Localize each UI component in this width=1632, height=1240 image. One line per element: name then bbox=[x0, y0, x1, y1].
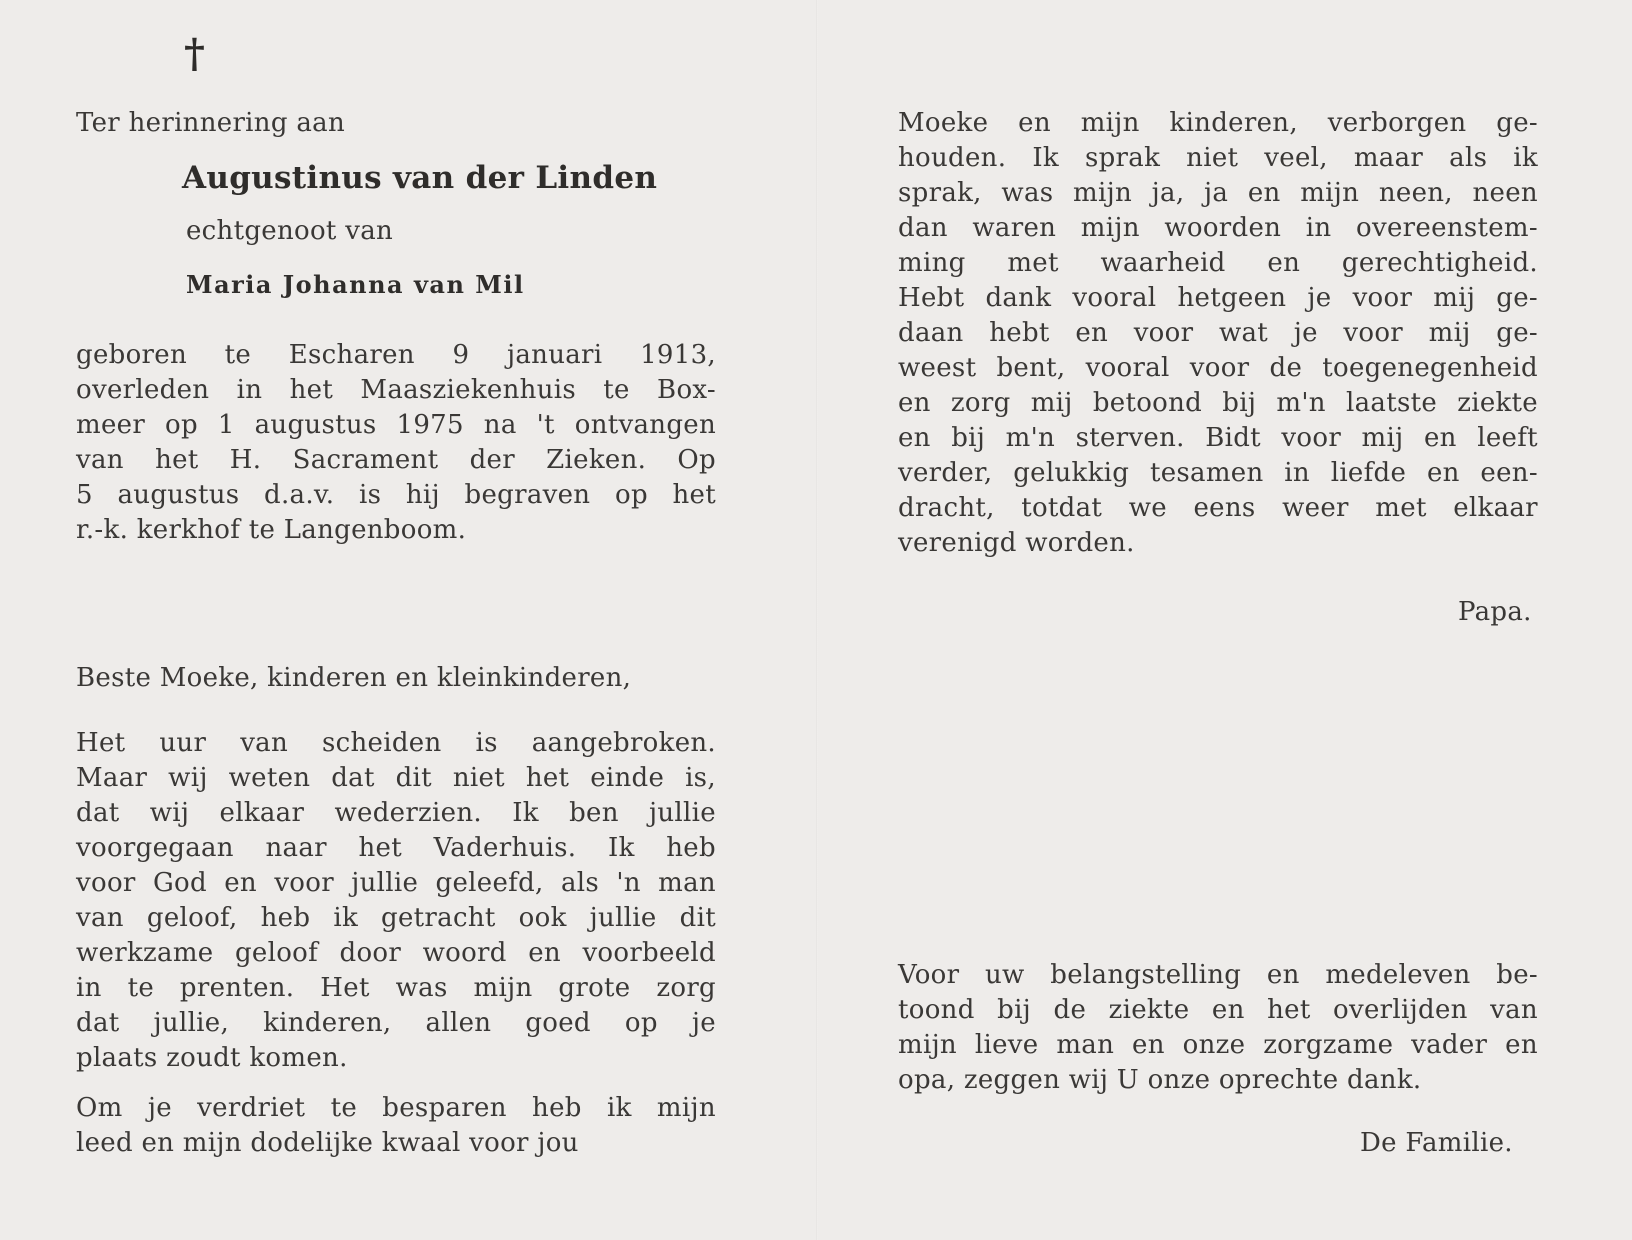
text-line bbox=[76, 971, 716, 1006]
word: verdriet bbox=[197, 1093, 306, 1123]
word: het bbox=[1267, 995, 1311, 1025]
word: leeft bbox=[1477, 423, 1538, 453]
text-line bbox=[76, 338, 716, 373]
word: ja bbox=[1204, 178, 1229, 208]
word: neen, bbox=[1378, 178, 1453, 208]
word: voor bbox=[274, 868, 334, 898]
word: grote bbox=[558, 973, 631, 1003]
word: het bbox=[525, 763, 570, 793]
word: mijn bbox=[1300, 178, 1360, 208]
signature-papa: Papa. bbox=[1458, 597, 1532, 627]
word: mijn bbox=[1080, 108, 1140, 138]
word: uur bbox=[159, 728, 207, 758]
word: zorgzame bbox=[1263, 1030, 1394, 1060]
word: voor bbox=[1281, 423, 1342, 453]
deceased-name: Augustinus van der Linden bbox=[182, 160, 658, 196]
word: sprak, bbox=[898, 178, 982, 208]
word: en bbox=[1211, 995, 1245, 1025]
word: en bbox=[1247, 178, 1281, 208]
word: dank bbox=[985, 283, 1052, 313]
word: meer bbox=[76, 410, 146, 440]
text-line bbox=[76, 726, 716, 761]
cross-icon: † bbox=[184, 30, 205, 77]
word: laatste bbox=[1345, 388, 1438, 418]
text-line bbox=[76, 866, 716, 901]
word: van bbox=[240, 728, 289, 758]
text-line bbox=[76, 761, 716, 796]
word: van bbox=[76, 903, 124, 933]
word: geloof, bbox=[146, 903, 238, 933]
word: Vaderhuis. bbox=[433, 833, 577, 863]
word: dracht, bbox=[898, 493, 995, 523]
word: liefde bbox=[1330, 458, 1407, 488]
word: ben bbox=[569, 798, 619, 828]
word: voorbeeld bbox=[582, 938, 716, 968]
word: overleden bbox=[76, 375, 210, 405]
text-line bbox=[898, 491, 1538, 526]
word: d.a.v. bbox=[264, 480, 335, 510]
word: overlijden bbox=[1333, 995, 1468, 1025]
text-line bbox=[898, 993, 1538, 1028]
word: gerechtigheid. bbox=[1341, 248, 1538, 278]
word: voorgegaan bbox=[76, 833, 234, 863]
word: dat bbox=[76, 798, 120, 828]
word: scheiden bbox=[322, 728, 442, 758]
word: dit bbox=[395, 763, 432, 793]
word: in bbox=[76, 973, 102, 1003]
word: vader bbox=[1411, 1030, 1488, 1060]
signature-family: De Familie. bbox=[1360, 1128, 1513, 1158]
word: mij bbox=[1030, 388, 1073, 418]
word: 1 bbox=[217, 410, 235, 440]
text-line bbox=[898, 386, 1538, 421]
word: de bbox=[1269, 353, 1303, 383]
word: hetgeen bbox=[1177, 283, 1287, 313]
word: ziekte bbox=[1108, 995, 1190, 1025]
word: ik bbox=[606, 1093, 632, 1123]
word: vooral bbox=[1072, 283, 1157, 313]
word: te bbox=[224, 340, 252, 370]
text-line bbox=[898, 958, 1538, 993]
word: voor bbox=[76, 868, 136, 898]
word: geleefd, bbox=[435, 868, 544, 898]
word: verder, bbox=[898, 458, 993, 488]
text-line bbox=[76, 373, 716, 408]
word: je bbox=[691, 1008, 716, 1038]
word: waarheid bbox=[1100, 248, 1226, 278]
word: Ik bbox=[512, 798, 539, 828]
word: in bbox=[236, 375, 263, 405]
word: totdat bbox=[1021, 493, 1103, 523]
text-line bbox=[898, 316, 1538, 351]
word: werkzame bbox=[76, 938, 214, 968]
word: jullie, bbox=[153, 1008, 230, 1038]
word: ook bbox=[518, 903, 567, 933]
text-line bbox=[898, 246, 1538, 281]
word: allen bbox=[425, 1008, 492, 1038]
word: ge- bbox=[1496, 318, 1538, 348]
word: heb bbox=[532, 1093, 582, 1123]
text-line bbox=[76, 936, 716, 971]
word: heb bbox=[260, 903, 311, 933]
word: Het bbox=[76, 728, 126, 758]
word: mijn bbox=[1080, 213, 1140, 243]
word: ziekte bbox=[1457, 388, 1538, 418]
word: de bbox=[1053, 995, 1087, 1025]
text-line bbox=[76, 478, 716, 513]
word: is, bbox=[685, 763, 716, 793]
word: sterven. bbox=[1075, 423, 1185, 453]
word: mij bbox=[1428, 318, 1471, 348]
word: ik bbox=[333, 903, 359, 933]
text-line bbox=[898, 106, 1538, 141]
word: het bbox=[155, 445, 199, 475]
word: lieve bbox=[974, 1030, 1039, 1060]
word: van bbox=[76, 445, 124, 475]
word: belangstelling bbox=[1050, 960, 1242, 990]
text-line: verenigd worden. bbox=[898, 528, 1135, 558]
word: vooral bbox=[1085, 353, 1170, 383]
text-line: plaats zoudt komen. bbox=[76, 1043, 348, 1073]
word: dat bbox=[76, 1008, 120, 1038]
word: wederzien. bbox=[334, 798, 482, 828]
word: en bbox=[528, 938, 561, 968]
word: ik bbox=[1513, 143, 1538, 173]
word: Ik bbox=[1032, 143, 1059, 173]
word: voor bbox=[1352, 283, 1413, 313]
word: met bbox=[1375, 493, 1427, 523]
word: op bbox=[614, 480, 648, 510]
word: geboren bbox=[76, 340, 187, 370]
text-line bbox=[898, 141, 1538, 176]
word: kinderen, bbox=[263, 1008, 392, 1038]
word: mijn bbox=[1073, 178, 1133, 208]
word: het bbox=[289, 375, 334, 405]
word: jullie bbox=[351, 868, 419, 898]
word: Op bbox=[677, 445, 716, 475]
word: ontvangen bbox=[574, 410, 716, 440]
word: voor bbox=[1343, 318, 1404, 348]
word: is bbox=[475, 728, 498, 758]
text-line: opa, zeggen wij U onze oprechte dank. bbox=[898, 1065, 1422, 1095]
text-line bbox=[76, 831, 716, 866]
word: Box- bbox=[657, 375, 716, 405]
word: weer bbox=[1282, 493, 1349, 523]
word: en bbox=[898, 423, 931, 453]
word: in bbox=[1305, 213, 1332, 243]
word: hebt bbox=[989, 318, 1050, 348]
word: voor bbox=[1189, 353, 1250, 383]
word: hij bbox=[405, 480, 440, 510]
word: maar bbox=[1353, 143, 1424, 173]
word: 't bbox=[536, 410, 555, 440]
word: ge- bbox=[1496, 108, 1538, 138]
word: bent, bbox=[996, 353, 1066, 383]
word: augustus bbox=[254, 410, 377, 440]
word: dat bbox=[331, 763, 375, 793]
word: bij bbox=[997, 995, 1032, 1025]
word: te bbox=[330, 1093, 358, 1123]
word: mij bbox=[1361, 423, 1404, 453]
word: op bbox=[624, 1008, 658, 1038]
word: is bbox=[358, 480, 382, 510]
word: door bbox=[339, 938, 402, 968]
word: was bbox=[395, 973, 448, 1003]
word: Sacrament bbox=[292, 445, 439, 475]
text-line bbox=[898, 211, 1538, 246]
text-line bbox=[76, 408, 716, 443]
word: wij bbox=[168, 763, 208, 793]
word: mijn bbox=[656, 1093, 716, 1123]
word: augustus bbox=[117, 480, 240, 510]
word: je bbox=[1307, 283, 1332, 313]
word: en bbox=[224, 868, 257, 898]
word: Maasziekenhuis bbox=[360, 375, 576, 405]
word: aangebroken. bbox=[531, 728, 716, 758]
word: voor bbox=[1133, 318, 1194, 348]
word: dit bbox=[679, 903, 716, 933]
text-line bbox=[898, 1028, 1538, 1063]
word: bij bbox=[951, 423, 986, 453]
word: be- bbox=[1496, 960, 1538, 990]
word: en bbox=[1075, 318, 1109, 348]
text-line bbox=[898, 281, 1538, 316]
word: Escharen bbox=[288, 340, 415, 370]
word: daan bbox=[898, 318, 964, 348]
word: goed bbox=[525, 1008, 591, 1038]
word: wij bbox=[149, 798, 190, 828]
text-line bbox=[76, 1006, 716, 1041]
word: met bbox=[1007, 248, 1059, 278]
word: ming bbox=[898, 248, 966, 278]
word: elkaar bbox=[219, 798, 305, 828]
word: en bbox=[1267, 248, 1301, 278]
text-line bbox=[898, 456, 1538, 491]
word: Maar bbox=[76, 763, 148, 793]
word: was bbox=[1001, 178, 1054, 208]
word: Ik bbox=[608, 833, 635, 863]
word: Zieken. bbox=[546, 445, 647, 475]
text-line: r.-k. kerkhof te Langenboom. bbox=[76, 515, 467, 545]
word: mij bbox=[1433, 283, 1476, 313]
word: Voor bbox=[898, 960, 960, 990]
word: als bbox=[560, 868, 599, 898]
word: sprak bbox=[1084, 143, 1161, 173]
word: te bbox=[127, 973, 155, 1003]
word: in bbox=[1284, 458, 1310, 488]
word: op bbox=[165, 410, 198, 440]
text-line bbox=[76, 796, 716, 831]
word: houden. bbox=[898, 143, 1007, 173]
word: uw bbox=[985, 960, 1025, 990]
word: na bbox=[483, 410, 517, 440]
word: jullie bbox=[649, 798, 716, 828]
word: ge- bbox=[1496, 283, 1538, 313]
word: 1913, bbox=[640, 340, 716, 370]
word: je bbox=[1293, 318, 1318, 348]
word: het bbox=[672, 480, 716, 510]
word: 5 bbox=[76, 480, 93, 510]
word: niet bbox=[452, 763, 505, 793]
word: een- bbox=[1480, 458, 1538, 488]
word: woord bbox=[422, 938, 507, 968]
text-line bbox=[898, 421, 1538, 456]
word: zorg bbox=[656, 973, 716, 1003]
intro-text: Ter herinnering aan bbox=[76, 108, 346, 138]
word: en bbox=[898, 388, 931, 418]
word: onze bbox=[1182, 1030, 1246, 1060]
word: betoond bbox=[1092, 388, 1203, 418]
word: getracht bbox=[381, 903, 496, 933]
word: veel, bbox=[1264, 143, 1328, 173]
word: en bbox=[1505, 1030, 1538, 1060]
word: elkaar bbox=[1453, 493, 1538, 523]
word: we bbox=[1128, 493, 1167, 523]
word: wat bbox=[1218, 318, 1269, 348]
word: jullie bbox=[589, 903, 657, 933]
word: Bidt bbox=[1205, 423, 1261, 453]
word: Om bbox=[76, 1093, 123, 1123]
word: weest bbox=[898, 353, 977, 383]
word: naar bbox=[265, 833, 327, 863]
word: het bbox=[358, 833, 402, 863]
word: te bbox=[603, 375, 630, 405]
word: als bbox=[1449, 143, 1488, 173]
word: m'n bbox=[1276, 388, 1326, 418]
word: waren bbox=[972, 213, 1057, 243]
word: en bbox=[1423, 423, 1457, 453]
word: der bbox=[469, 445, 515, 475]
spouse-title: echtgenoot van bbox=[186, 216, 394, 246]
word: 9 bbox=[452, 340, 470, 370]
word: medeleven bbox=[1325, 960, 1471, 990]
word: dan bbox=[898, 213, 948, 243]
word: prenten. bbox=[179, 973, 295, 1003]
text-line bbox=[76, 901, 716, 936]
word: en bbox=[1426, 458, 1460, 488]
word: en bbox=[1132, 1030, 1165, 1060]
word: ja, bbox=[1151, 178, 1185, 208]
word: tesamen bbox=[1149, 458, 1264, 488]
word: man bbox=[1056, 1030, 1115, 1060]
word: H. bbox=[229, 445, 262, 475]
word: verborgen bbox=[1327, 108, 1467, 138]
word: kinderen, bbox=[1169, 108, 1298, 138]
text-line bbox=[898, 176, 1538, 211]
card-fold bbox=[816, 0, 818, 1240]
word: neen bbox=[1472, 178, 1538, 208]
word: Hebt bbox=[898, 283, 965, 313]
word: einde bbox=[590, 763, 665, 793]
word: gelukkig bbox=[1013, 458, 1130, 488]
word: overeenstem- bbox=[1356, 213, 1538, 243]
word: 1975 bbox=[396, 410, 464, 440]
word: toond bbox=[898, 995, 975, 1025]
word: God bbox=[152, 868, 207, 898]
word: niet bbox=[1186, 143, 1239, 173]
word: en bbox=[1018, 108, 1051, 138]
word: mijn bbox=[473, 973, 533, 1003]
word: heb bbox=[666, 833, 716, 863]
text-line: leed en mijn dodelijke kwaal voor jou bbox=[76, 1128, 579, 1158]
text-line bbox=[76, 1091, 716, 1126]
word: januari bbox=[507, 340, 603, 370]
word: je bbox=[147, 1093, 172, 1123]
word: besparen bbox=[382, 1093, 507, 1123]
word: geloof bbox=[234, 938, 319, 968]
word: woorden bbox=[1164, 213, 1282, 243]
word: van bbox=[1490, 995, 1538, 1025]
word: mijn bbox=[898, 1030, 957, 1060]
word: weten bbox=[228, 763, 311, 793]
greeting: Beste Moeke, kinderen en kleinkinderen, bbox=[76, 663, 632, 693]
text-line bbox=[76, 443, 716, 478]
word: toegenegenheid bbox=[1322, 353, 1538, 383]
word: eens bbox=[1193, 493, 1256, 523]
word: m'n bbox=[1005, 423, 1056, 453]
word: Moeke bbox=[898, 108, 989, 138]
word: 'n bbox=[616, 868, 641, 898]
spouse-name: Maria Johanna van Mil bbox=[186, 270, 525, 299]
word: man bbox=[658, 868, 716, 898]
word: Het bbox=[320, 973, 370, 1003]
word: bij bbox=[1222, 388, 1257, 418]
word: en bbox=[1266, 960, 1300, 990]
word: begraven bbox=[464, 480, 591, 510]
text-line bbox=[898, 351, 1538, 386]
word: zorg bbox=[950, 388, 1011, 418]
